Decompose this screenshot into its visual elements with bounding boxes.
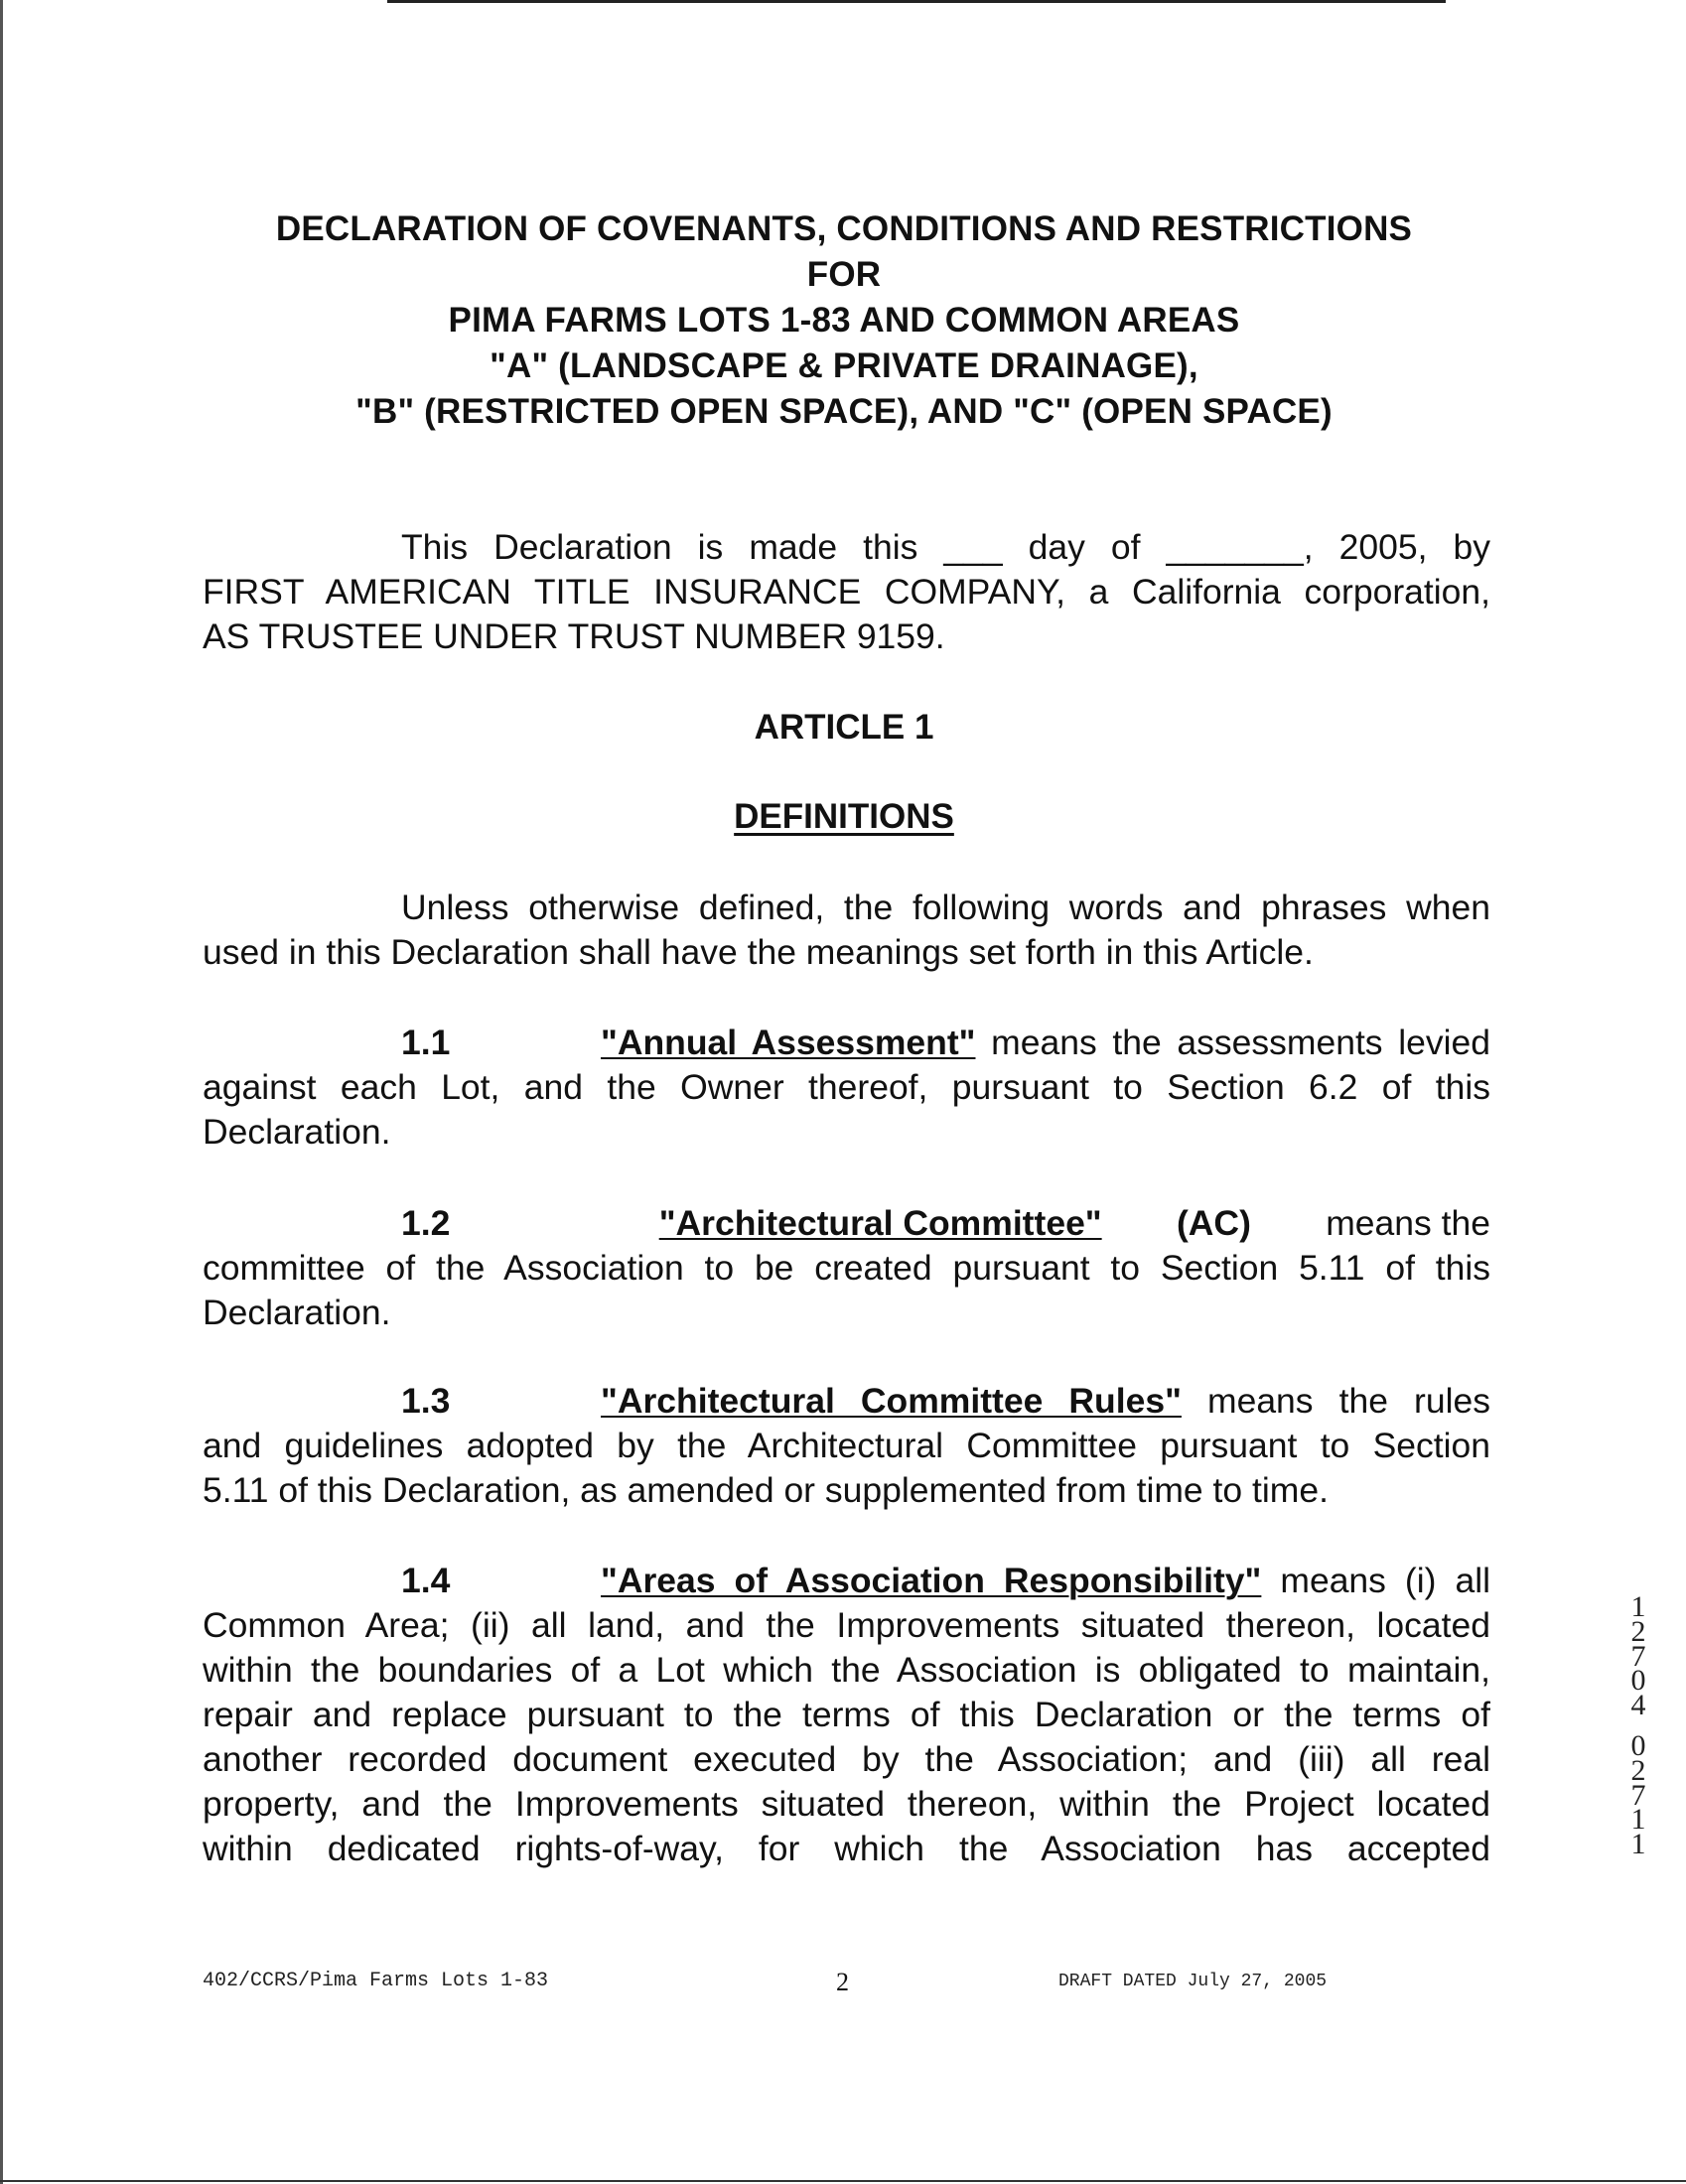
section-number: 1.2 bbox=[401, 1203, 451, 1243]
preamble-line: FIRST AMERICAN TITLE INSURANCE COMPANY, a California corporation, bbox=[203, 572, 1490, 612]
section-text: means the rules bbox=[1181, 1381, 1490, 1421]
scan-left-edge bbox=[0, 0, 3, 2184]
title-line: "A" (LANDSCAPE & PRIVATE DRAINAGE), bbox=[490, 346, 1198, 385]
section-text: means (i) all bbox=[1261, 1561, 1490, 1600]
section-line: Declaration. bbox=[203, 1293, 391, 1332]
preamble-line: This Declaration is made this ___ day of _______, 2005, by bbox=[401, 527, 1490, 567]
defined-term: "Architectural Committee" bbox=[658, 1203, 1102, 1243]
section-line: property, and the Improvements situated thereon, within the Project located bbox=[203, 1784, 1490, 1824]
page-number: 2 bbox=[836, 1968, 849, 1996]
section-1-4 bbox=[203, 1559, 1490, 1871]
section-line: against each Lot, and the Owner thereof, pursuant to Section 6.2 of this bbox=[203, 1067, 1490, 1107]
section-number: 1.1 bbox=[401, 1023, 451, 1062]
section-first-line bbox=[203, 1021, 1490, 1065]
section-line: Common Area; (ii) all land, and the Improvements situated thereon, located bbox=[203, 1605, 1490, 1645]
preamble-paragraph bbox=[203, 525, 1490, 659]
recording-digit: 4 bbox=[1630, 1689, 1646, 1722]
recording-digit: 7 bbox=[1630, 1778, 1646, 1812]
section-line: Declaration. bbox=[203, 1112, 391, 1152]
recording-digit: 0 bbox=[1630, 1664, 1646, 1698]
defined-term: "Annual Assessment" bbox=[601, 1023, 976, 1062]
recording-digit: 1 bbox=[1630, 1828, 1646, 1861]
section-line: committee of the Association to be created pursuant to Section 5.11 of this bbox=[203, 1248, 1490, 1288]
bottom-rule bbox=[0, 2180, 1686, 2182]
section-first-line bbox=[203, 1559, 1490, 1603]
recording-digit: 2 bbox=[1630, 1614, 1646, 1648]
title-line: DECLARATION OF COVENANTS, CONDITIONS AND RESTRICTIONS bbox=[275, 209, 1413, 248]
section-1-3 bbox=[203, 1379, 1490, 1513]
recording-number bbox=[1623, 1590, 1653, 1861]
footer-draft-date: DRAFT DATED July 27, 2005 bbox=[1058, 1972, 1328, 1991]
section-number: 1.3 bbox=[401, 1381, 451, 1421]
section-line: another recorded document executed by the Association; and (iii) all real bbox=[203, 1739, 1490, 1779]
top-rule bbox=[387, 0, 1446, 3]
intro-line: Unless otherwise defined, the following words and phrases when bbox=[401, 887, 1490, 927]
article-heading: ARTICLE 1 bbox=[754, 708, 934, 747]
section-1-1 bbox=[203, 1021, 1490, 1155]
abbreviation: (AC) bbox=[1176, 1203, 1251, 1243]
title-line: FOR bbox=[806, 255, 882, 294]
recording-digit: 0 bbox=[1630, 1728, 1646, 1762]
recording-digit: 1 bbox=[1630, 1803, 1646, 1837]
document-title bbox=[199, 206, 1489, 435]
section-first-line bbox=[203, 1201, 1490, 1246]
intro-paragraph bbox=[203, 886, 1490, 975]
recording-digit: 2 bbox=[1630, 1753, 1646, 1787]
intro-line: used in this Declaration shall have the meanings set forth in this Article. bbox=[203, 932, 1314, 972]
section-line: repair and replace pursuant to the terms of this Declaration or the terms of bbox=[203, 1695, 1490, 1734]
section-text: means the bbox=[1326, 1203, 1490, 1243]
footer-file-path: 402/CCRS/Pima Farms Lots 1-83 bbox=[203, 1970, 549, 1992]
section-line: and guidelines adopted by the Architectural Committee pursuant to Section bbox=[203, 1426, 1490, 1465]
defined-term: "Architectural Committee Rules" bbox=[601, 1381, 1182, 1421]
defined-term: "Areas of Association Responsibility" bbox=[601, 1561, 1262, 1600]
section-line: within dedicated rights-of-way, for which the Association has accepted bbox=[203, 1829, 1490, 1868]
recording-digit: 7 bbox=[1630, 1639, 1646, 1673]
section-line: within the boundaries of a Lot which the Association is obligated to maintain, bbox=[203, 1650, 1490, 1690]
article-subheading bbox=[199, 797, 1489, 837]
section-first-line bbox=[203, 1379, 1490, 1424]
section-1-2 bbox=[203, 1201, 1490, 1335]
recording-digit: 1 bbox=[1630, 1590, 1646, 1623]
definitions-heading: DEFINITIONS bbox=[734, 797, 954, 836]
title-line: PIMA FARMS LOTS 1-83 AND COMMON AREAS bbox=[448, 301, 1240, 340]
section-number: 1.4 bbox=[401, 1561, 451, 1600]
section-line: 5.11 of this Declaration, as amended or supplemented from time to time. bbox=[203, 1470, 1329, 1510]
title-line: "B" (RESTRICTED OPEN SPACE), AND "C" (OPEN SPACE) bbox=[355, 392, 1333, 431]
preamble-line: AS TRUSTEE UNDER TRUST NUMBER 9159. bbox=[203, 616, 945, 656]
section-text: means the assessments levied bbox=[975, 1023, 1490, 1062]
